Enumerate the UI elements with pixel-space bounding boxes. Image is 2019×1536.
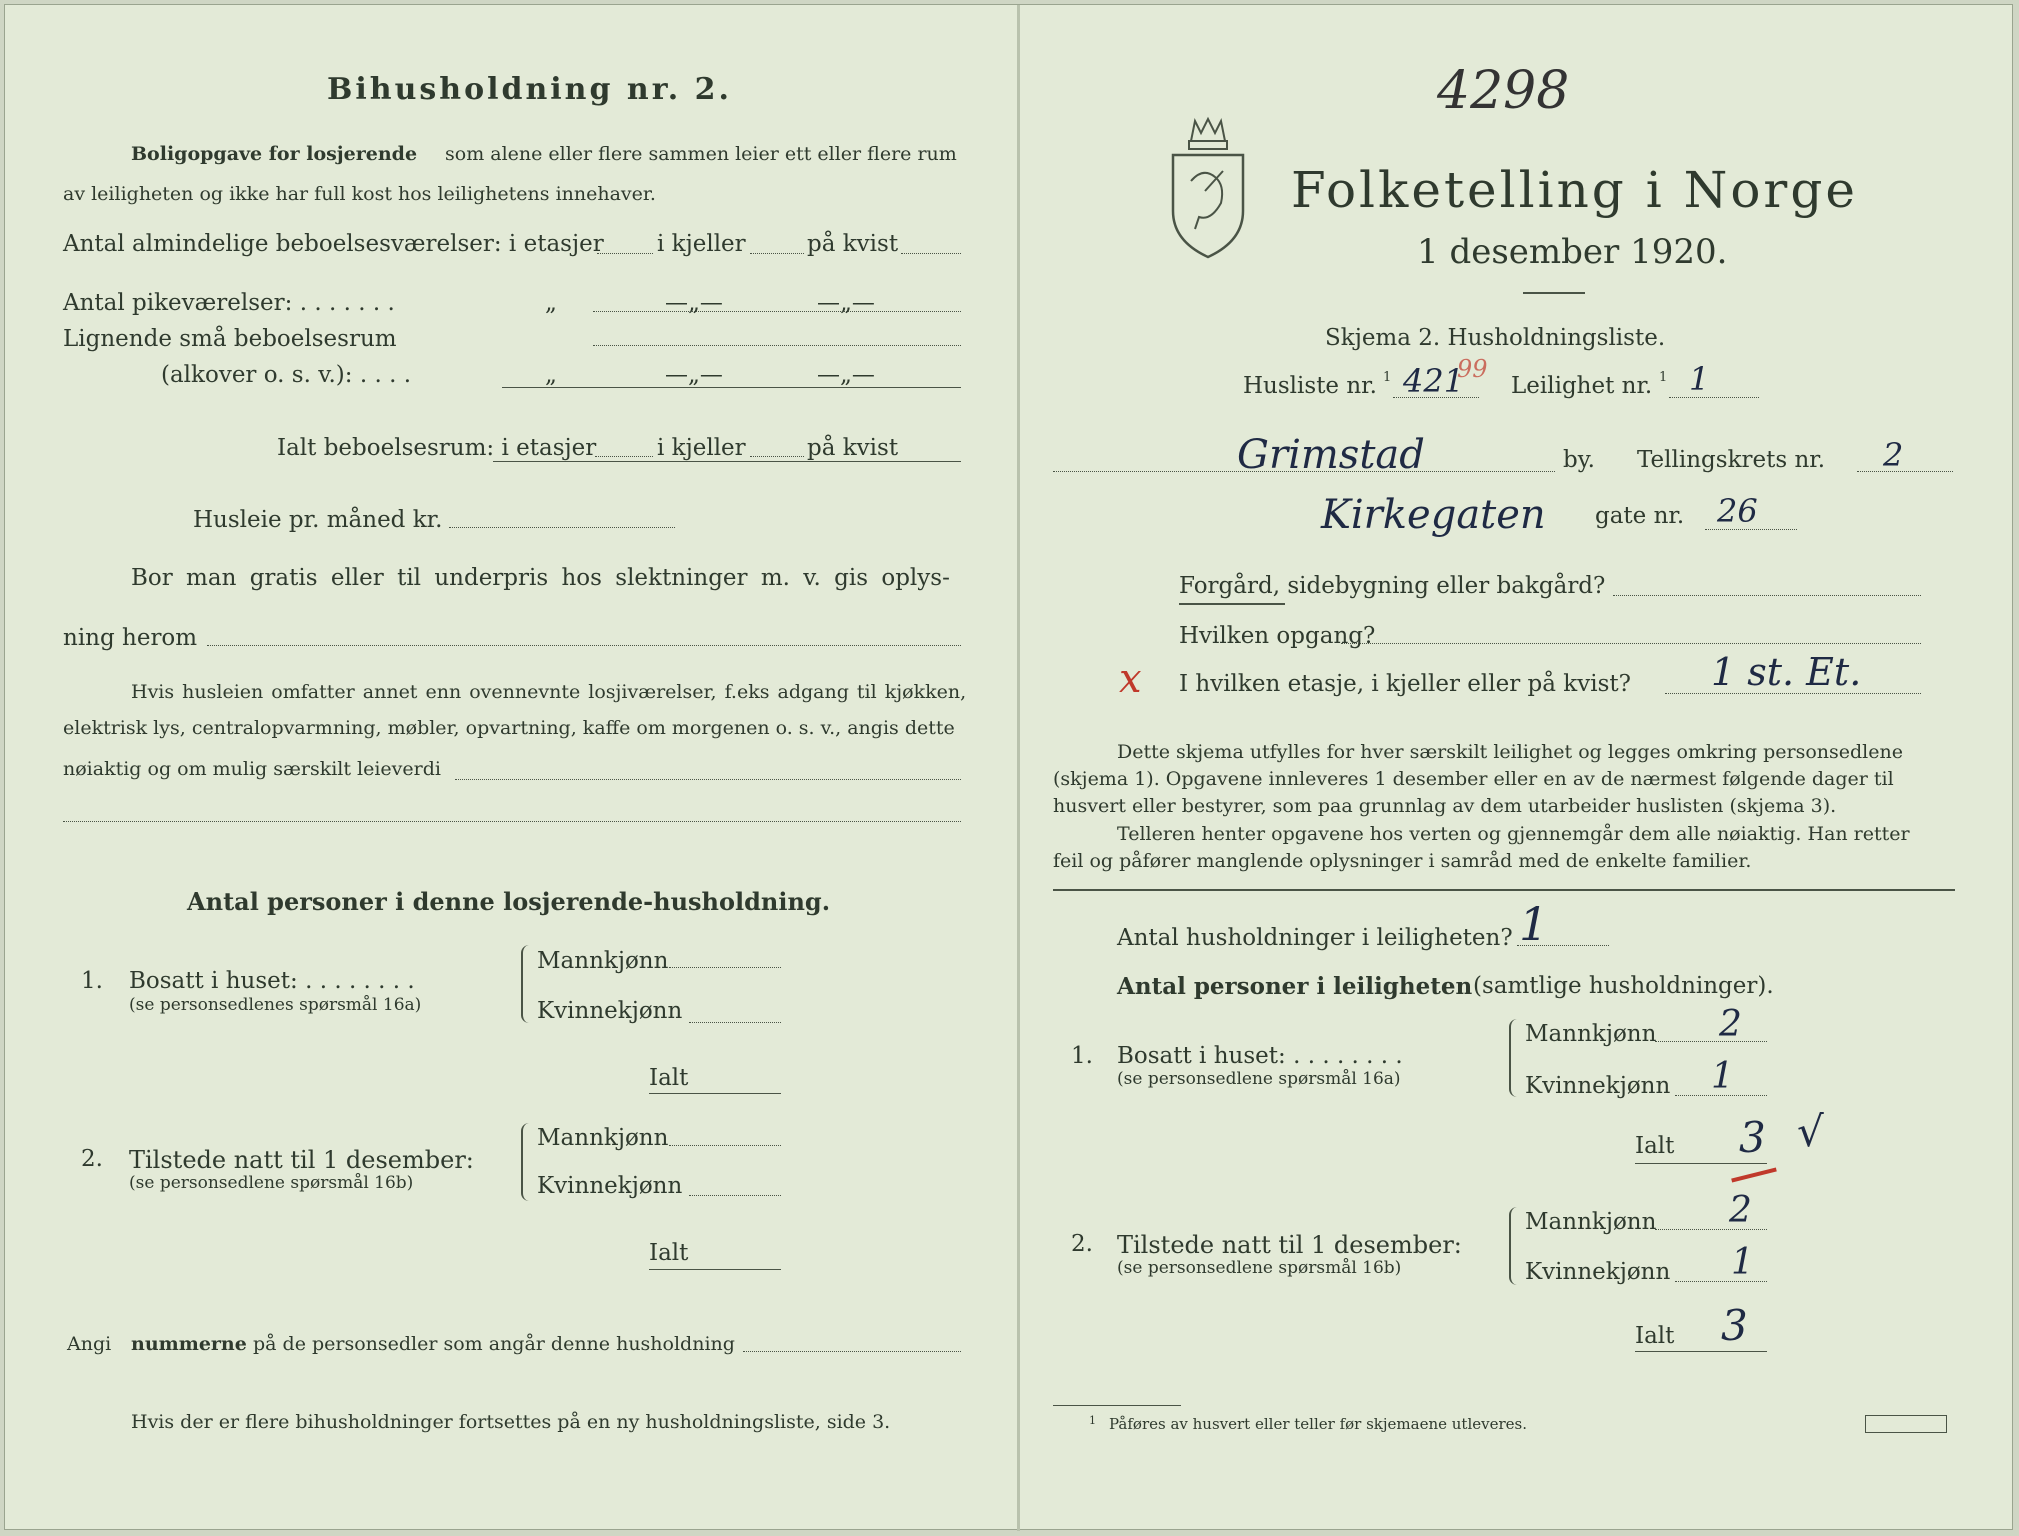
right-q2-label: Tilstede natt til 1 desember: xyxy=(1117,1231,1462,1259)
ialt-rooms-label: Ialt beboelsesrum: i etasjer xyxy=(277,435,597,461)
form-date: 1 desember 1920. xyxy=(1417,232,1728,272)
left-q1-sub: (se personsedlenes spørsmål 16a) xyxy=(129,995,422,1015)
right-q2-ialt-field xyxy=(1635,1351,1767,1352)
lignende-ditto-2: —„— xyxy=(665,362,723,388)
angi-field xyxy=(743,1351,961,1352)
hvis-field-2 xyxy=(63,821,961,822)
bor-line1: Bor man gratis eller til underpris hos slektninger m. v. gis oplys- xyxy=(131,565,950,591)
ialt-etasjer-field xyxy=(595,456,653,457)
forgard-underline-mark xyxy=(1179,603,1285,605)
angi-pre: Angi xyxy=(67,1333,112,1355)
ialt-kjeller-field xyxy=(750,456,804,457)
right-q1-ialt-value: 3 xyxy=(1739,1113,1766,1162)
schema-label: Skjema 2. Husholdningsliste. xyxy=(1325,325,1666,351)
leilighet-field xyxy=(1669,397,1759,398)
pike-field xyxy=(593,311,961,312)
right-q2-sub: (se personsedlene spørsmål 16b) xyxy=(1117,1258,1402,1278)
right-q1-num: 1. xyxy=(1071,1043,1093,1069)
opgang-field xyxy=(1341,643,1921,644)
lignende-line2: (alkover o. s. v.): . . . . xyxy=(161,362,412,388)
left-title: Bihusholdning nr. 2. xyxy=(327,72,732,107)
by-label: by. xyxy=(1563,447,1595,473)
right-q1-kvinne-label: Kvinnekjønn xyxy=(1525,1073,1671,1099)
left-q1-mann-field xyxy=(669,967,781,968)
angi-bold: nummerne xyxy=(131,1333,247,1355)
left-q1-kvinne-label: Kvinnekjønn xyxy=(537,998,683,1024)
rooms-label: Antal almindelige beboelsesværelser: i etasjer xyxy=(63,231,604,257)
coat-of-arms-icon xyxy=(1165,111,1251,263)
lignende-line1: Lignende små beboelsesrum xyxy=(63,326,397,352)
rooms-kvist-label: på kvist xyxy=(807,231,899,257)
intro-bold: Boligopgave for losjerende xyxy=(131,143,418,165)
krets-value: 2 xyxy=(1883,436,1904,474)
lignende-ditto-1: „ xyxy=(545,362,557,388)
right-q2-kvinne-value: 1 xyxy=(1731,1242,1754,1283)
left-q1-ialt-field xyxy=(649,1093,781,1094)
hvis-line1: Hvis husleien omfatter annet enn ovennevnte losjiværelser, f.eks adgang til kjøkken, xyxy=(131,681,967,703)
antal-hush-label: Antal husholdninger i leiligheten? xyxy=(1117,925,1513,951)
pike-ditto-1: „ xyxy=(545,290,557,316)
bor-line2: ning herom xyxy=(63,625,198,651)
form-title: Folketelling i Norge xyxy=(1291,161,1858,219)
etasje-field xyxy=(1665,693,1921,694)
right-q1-ialt-field xyxy=(1635,1163,1767,1164)
left-q2-num: 2. xyxy=(81,1146,103,1172)
leilighet-label: Leilighet nr. xyxy=(1511,373,1653,399)
right-q1-kvinne-value: 1 xyxy=(1711,1056,1734,1097)
intro-line2: av leiligheten og ikke har full kost hos leilighetens innehaver. xyxy=(63,183,656,205)
right-q2-mann-value: 2 xyxy=(1729,1190,1752,1231)
husliste-red-value: 99 xyxy=(1457,355,1488,383)
pike-ditto-2: —„— xyxy=(665,290,723,316)
bor-field xyxy=(207,645,961,646)
right-persons-rest: (samtlige husholdninger). xyxy=(1473,973,1774,999)
left-q1-ialt-label: Ialt xyxy=(649,1065,689,1091)
left-q2-mann-field xyxy=(669,1145,781,1146)
right-q2-ialt-label: Ialt xyxy=(1635,1323,1675,1349)
left-q2-kvinne-label: Kvinnekjønn xyxy=(537,1173,683,1199)
left-persons-heading: Antal personer i denne losjerende-husholdning. xyxy=(187,887,831,916)
rooms-etasjer-field xyxy=(597,253,653,254)
right-q2-mann-label: Mannkjønn xyxy=(1525,1209,1657,1235)
intro-rest: som alene eller flere sammen leier ett eller flere rum xyxy=(445,143,957,165)
left-q2-brace xyxy=(521,1123,533,1201)
printer-stamp xyxy=(1865,1415,1947,1433)
ialt-kjeller-label: i kjeller xyxy=(657,435,746,461)
gate-label: gate nr. xyxy=(1595,503,1685,529)
left-q1-label: Bosatt i huset: . . . . . . . . xyxy=(129,968,415,994)
telleren-line2: feil og påfører manglende oplysninger i samråd med de enkelte familier. xyxy=(1053,850,1752,872)
right-q1-sub: (se personsedlene spørsmål 16a) xyxy=(1117,1069,1401,1089)
by-value: Grimstad xyxy=(1237,432,1425,478)
husliste-footnote-mark: 1 xyxy=(1383,370,1392,385)
left-q1-kvinne-field xyxy=(689,1022,781,1023)
left-q2-label: Tilstede natt til 1 desember: xyxy=(129,1146,474,1174)
left-q1-mann-label: Mannkjønn xyxy=(537,948,669,974)
left-q2-sub: (se personsedlene spørsmål 16b) xyxy=(129,1173,414,1193)
page-fold xyxy=(1017,5,1020,1531)
gate-nr-field xyxy=(1705,529,1797,530)
by-field xyxy=(1053,471,1555,472)
dette-line1: Dette skjema utfylles for hver særskilt leilighet og legges omkring personsedlene xyxy=(1117,741,1903,763)
gate-nr-value: 26 xyxy=(1717,492,1758,530)
left-q1-brace xyxy=(521,945,533,1023)
check-mark: √ xyxy=(1797,1107,1824,1156)
right-q2-ialt-value: 3 xyxy=(1721,1301,1748,1350)
left-q1-num: 1. xyxy=(81,968,103,994)
left-q2-kvinne-field xyxy=(689,1195,781,1196)
antal-hush-field xyxy=(1517,945,1609,946)
husliste-label: Husliste nr. xyxy=(1243,373,1377,399)
right-q2-mann-field xyxy=(1655,1229,1767,1230)
opgang-label: Hvilken opgang? xyxy=(1179,623,1376,649)
dette-line2: (skjema 1). Opgavene innleveres 1 desember eller en av de nærmest følgende dager til xyxy=(1053,768,1894,790)
ialt-rooms-underline xyxy=(493,461,961,462)
lignende-underline xyxy=(502,387,961,388)
etasje-value: 1 st. Et. xyxy=(1711,650,1862,694)
pike-label: Antal pikeværelser: . . . . . . . xyxy=(63,290,395,316)
pike-ditto-3: —„— xyxy=(817,290,875,316)
red-x-mark: x xyxy=(1119,656,1142,702)
footnote-rule xyxy=(1053,1405,1181,1406)
leilighet-value: 1 xyxy=(1689,360,1710,398)
footnote-mark: 1 xyxy=(1089,1414,1096,1427)
section-divider xyxy=(1053,889,1955,891)
rooms-kvist-field xyxy=(901,253,961,254)
title-rule xyxy=(1523,292,1585,294)
right-q1-mann-value: 2 xyxy=(1719,1004,1742,1045)
forgard-label: Forgård, sidebygning eller bakgård? xyxy=(1179,573,1606,599)
census-form-sheet xyxy=(4,4,2013,1530)
antal-hush-value: 1 xyxy=(1519,897,1549,951)
footnote-text: Påføres av husvert eller teller før skjemaene utleveres. xyxy=(1109,1415,1527,1433)
leilighet-footnote-mark: 1 xyxy=(1659,370,1668,385)
right-q2-num: 2. xyxy=(1071,1231,1093,1257)
husleie-label: Husleie pr. måned kr. xyxy=(193,507,443,533)
lignende-field xyxy=(593,345,961,346)
right-q2-kvinne-label: Kvinnekjønn xyxy=(1525,1259,1671,1285)
krets-field xyxy=(1857,471,1953,472)
hvis-line2: elektrisk lys, centralopvarmning, møbler, opvartning, kaffe om morgenen o. s. v., angis dette xyxy=(63,717,955,739)
forgard-field xyxy=(1613,595,1921,596)
gate-value: Kirkegaten xyxy=(1321,492,1546,538)
archive-number: 4298 xyxy=(1437,61,1570,121)
right-q1-label: Bosatt i huset: . . . . . . . . xyxy=(1117,1043,1403,1069)
right-persons-bold: Antal personer i leiligheten xyxy=(1117,973,1473,1000)
right-q1-mann-label: Mannkjønn xyxy=(1525,1021,1657,1047)
hvis-line3: nøiaktig og om mulig særskilt leieverdi xyxy=(63,758,441,780)
husliste-value: 421 xyxy=(1403,362,1465,400)
left-footer: Hvis der er flere bihusholdninger fortsettes på en ny husholdningsliste, side 3. xyxy=(131,1411,891,1433)
red-underline-mark xyxy=(1731,1167,1777,1182)
rooms-kjeller-field xyxy=(750,253,804,254)
left-q2-ialt-field xyxy=(649,1269,781,1270)
telleren-line1: Telleren henter opgavene hos verten og gjennemgår dem alle nøiaktig. Han retter xyxy=(1117,823,1910,845)
right-q1-ialt-label: Ialt xyxy=(1635,1133,1675,1159)
left-q2-mann-label: Mannkjønn xyxy=(537,1125,669,1151)
right-q1-mann-field xyxy=(1655,1041,1767,1042)
left-q2-ialt-label: Ialt xyxy=(649,1240,689,1266)
right-q2-brace xyxy=(1509,1207,1521,1285)
ialt-kvist-label: på kvist xyxy=(807,435,899,461)
lignende-ditto-3: —„— xyxy=(817,362,875,388)
hvis-field-1 xyxy=(455,779,961,780)
etasje-label: I hvilken etasje, i kjeller eller på kvist? xyxy=(1179,671,1631,697)
angi-rest: på de personsedler som angår denne husholdning xyxy=(253,1333,735,1355)
krets-label: Tellingskrets nr. xyxy=(1637,447,1826,473)
dette-line3: husvert eller bestyrer, som paa grunnlag av dem utarbeider huslisten (skjema 3). xyxy=(1053,795,1837,817)
rooms-kjeller-label: i kjeller xyxy=(657,231,746,257)
husleie-field xyxy=(449,527,675,528)
right-q1-brace xyxy=(1509,1019,1521,1097)
husliste-field xyxy=(1393,397,1479,398)
right-q1-kvinne-field xyxy=(1675,1095,1767,1096)
right-q2-kvinne-field xyxy=(1675,1281,1767,1282)
